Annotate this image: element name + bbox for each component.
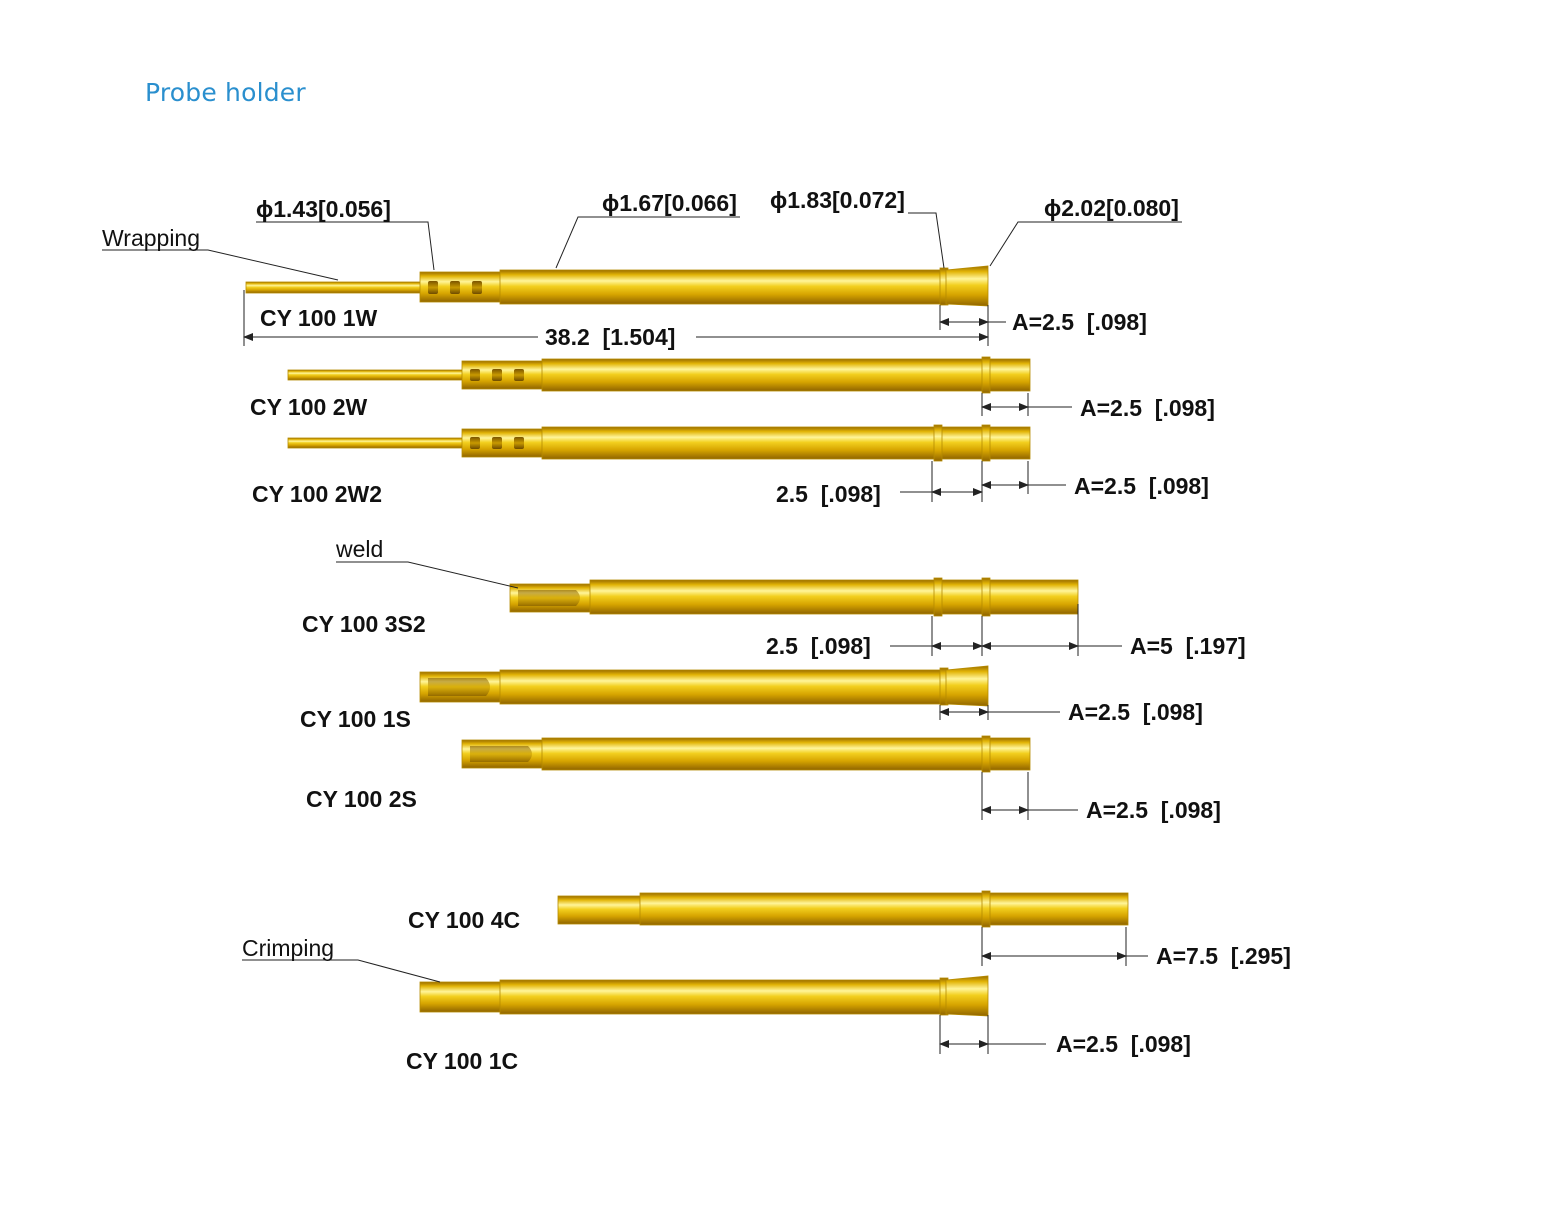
flared-tip [946,266,988,306]
dim-a-2w: A=2.5 [.098] [1080,395,1215,421]
flared-tip [946,976,988,1016]
probe-cy100-2w2 [288,425,1030,461]
probe-cy100-3s2 [510,578,1078,616]
dim-a-4c: A=7.5 [.295] [1156,943,1291,969]
barrel [542,427,1030,459]
collar-ring [982,425,990,461]
dim-a-1s: A=2.5 [.098] [1068,699,1203,725]
collar-ring [982,357,990,393]
probe-cy100-2w [288,357,1030,393]
crimp-tail [420,982,504,1012]
collar-ring [982,891,990,927]
barrel [542,359,1030,391]
callout-dia-1-67: ϕ1.67[0.066] [602,190,737,216]
dim-a-1w: A=2.5 [.098] [1012,309,1147,335]
barrel [542,738,1030,770]
dim-step-2w2: 2.5 [.098] [776,481,881,507]
probe-cy100-1w [246,266,988,306]
model-label-1c: CY 100 1C [406,1048,519,1074]
dim-a-2w2: A=2.5 [.098] [1074,473,1209,499]
collar-ring [982,578,990,616]
model-label-4c: CY 100 4C [408,907,521,933]
model-label-1w: CY 100 1W [260,305,378,331]
overall-length-label: 38.2 [1.504] [545,324,676,350]
page-title: Probe holder [145,78,306,107]
model-label-2w2: CY 100 2W2 [252,481,382,507]
callout-crimping: Crimping [242,935,335,961]
probe-cy100-2s [462,736,1030,772]
barrel [500,670,942,704]
callout-weld: weld [336,536,384,562]
callout-dia-1-43: ϕ1.43[0.056] [256,196,391,222]
callout-wrapping: Wrapping [102,225,201,251]
wire-pin [246,282,422,293]
model-label-2s: CY 100 2S [306,786,417,812]
dim-a-1c: A=2.5 [.098] [1056,1031,1191,1057]
wire-pin [288,370,464,380]
dim-step-3s2: 2.5 [.098] [766,633,871,659]
labels [102,187,1291,1074]
flared-tip [946,666,988,706]
callout-dia-2-02: ϕ2.02[0.080] [1044,195,1179,221]
model-label-2w: CY 100 2W [250,394,368,420]
crimp-tail [558,896,644,924]
barrel [640,893,1128,925]
probe-cy100-1s [420,666,988,706]
collar-ring [934,578,942,616]
probe-cy100-1c [420,976,988,1016]
collar-ring [934,425,942,461]
barrel [500,980,942,1014]
dim-a-3s2: A=5 [.197] [1130,633,1246,659]
barrel [500,270,942,304]
model-label-3s2: CY 100 3S2 [302,611,426,637]
callout-dia-1-83: ϕ1.83[0.072] [770,187,905,213]
model-label-1s: CY 100 1S [300,706,411,732]
barrel [590,580,1078,614]
collar-ring [982,736,990,772]
wire-pin [288,438,464,448]
dim-a-2s: A=2.5 [.098] [1086,797,1221,823]
probe-cy100-4c [558,891,1128,927]
